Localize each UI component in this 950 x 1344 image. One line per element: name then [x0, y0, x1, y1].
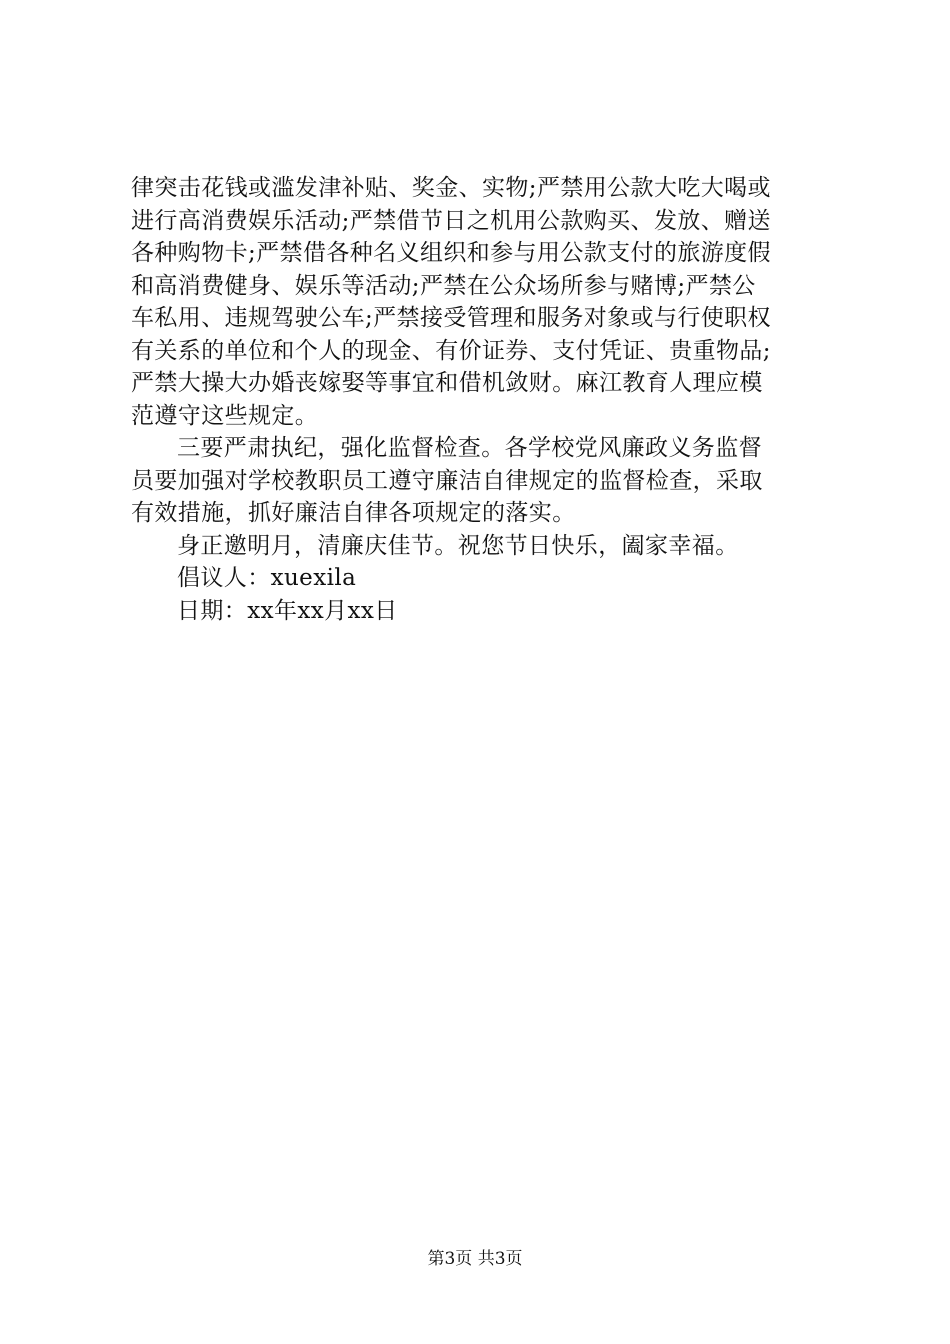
paragraph-start-line: 三要严肃执纪，强化监督检查。各学校党风廉政义务监督 [177, 435, 762, 461]
body-line: 律突击花钱或滥发津补贴、奖金、实物;严禁用公款大吃大喝或 [131, 175, 771, 201]
body-line: 车私用、违规驾驶公车;严禁接受管理和服务对象或与行使职权 [131, 305, 771, 331]
body-line: 进行高消费娱乐活动;严禁借节日之机用公款购买、发放、赠送 [131, 207, 771, 234]
body-line: 范遵守这些规定。 [131, 402, 319, 429]
body-line: 员要加强对学校教职员工遵守廉洁自律规定的监督检查，采取 [131, 467, 763, 494]
closing-wish: 身正邀明月，清廉庆佳节。祝您节日快乐，阖家幸福。 [177, 532, 739, 559]
body-line: 有关系的单位和个人的现金、有价证券、支付凭证、贵重物品; [131, 337, 771, 364]
date-line: 日期：xx年xx月xx日 [177, 597, 398, 624]
body-line: 和高消费健身、娱乐等活动;严禁在公众场所参与赌博;严禁公 [131, 272, 756, 299]
page-number-footer: 第3页 共3页 [427, 1249, 523, 1269]
body-line: 各种购物卡;严禁借各种名义组织和参与用公款支付的旅游度假 [131, 240, 771, 266]
document-body [131, 172, 831, 627]
body-line: 有效措施，抓好廉洁自律各项规定的落实。 [131, 500, 576, 526]
body-line: 严禁大操大办婚丧嫁娶等事宜和借机敛财。麻江教育人理应模 [131, 370, 763, 396]
initiator-line: 倡议人：xuexila [177, 565, 357, 591]
